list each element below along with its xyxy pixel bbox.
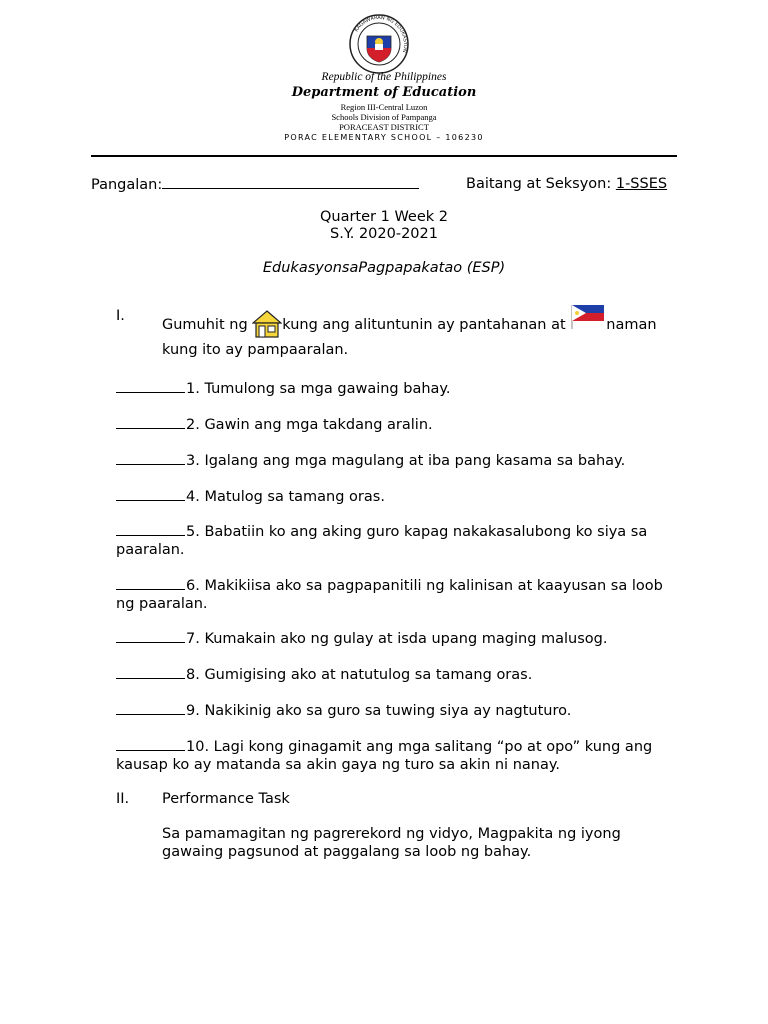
subject-title: EdukasyonsaPagpapakatao (ESP) — [262, 260, 506, 276]
grade-field — [466, 175, 667, 193]
item-text: 5. Babatiin ko ang aking guro kapag nakakasalubong ko siya sa paaralan. — [116, 524, 648, 558]
instruction-part-a: Gumuhit ng — [162, 317, 248, 333]
grade-value: 1-SSES — [615, 176, 668, 192]
list-item — [116, 664, 676, 684]
grade-label: Baitang at Seksyon: — [466, 176, 616, 192]
section-2-title: Performance Task — [162, 791, 290, 807]
section-1-numeral: I. — [116, 308, 125, 324]
instruction-part-b: kung ang alituntunin ay pantahanan at — [282, 317, 566, 333]
name-label: Pangalan: — [91, 177, 163, 193]
seal-text-ring — [349, 14, 409, 74]
item-text: 4. Matulog sa tamang oras. — [186, 489, 385, 505]
answer-blank[interactable] — [116, 736, 185, 751]
answer-blank[interactable] — [116, 486, 185, 501]
quarter-line: Quarter 1 Week 2 — [319, 209, 449, 225]
item-text: 2. Gawin ang mga takdang aralin. — [186, 417, 433, 433]
answer-blank[interactable] — [116, 450, 185, 465]
list-item — [116, 575, 676, 613]
item-text: 3. Igalang ang mga magulang at iba pang kasama sa bahay. — [186, 453, 626, 469]
list-item — [116, 378, 676, 398]
republic-line: Republic of the Philippines — [321, 71, 447, 83]
school-year-line: S.Y. 2020-2021 — [330, 226, 438, 242]
answer-blank[interactable] — [116, 628, 185, 643]
division-line: Schools Division of Pampanga — [331, 112, 437, 122]
item-text: 9. Nakikinig ako sa guro sa tuwing siya ay nagtuturo. — [186, 703, 572, 719]
deped-seal — [349, 14, 409, 74]
item-text: 10. Lagi kong ginagamit ang mga salitang “po at opo” kung ang kausap ko ay matanda sa akin gaya ng turo sa akin ni nanay. — [116, 739, 653, 773]
list-item — [116, 700, 676, 720]
answer-blank[interactable] — [116, 414, 185, 429]
svg-text:KAGAWARAN NG EDUKASYON: KAGAWARAN NG EDUKASYON — [353, 14, 409, 54]
answer-blank[interactable] — [116, 664, 185, 679]
department-title: Department of Education — [291, 85, 477, 100]
answer-blank[interactable] — [116, 700, 185, 715]
header-divider — [91, 155, 677, 157]
list-item — [116, 628, 676, 648]
item-text: 7. Kumakain ako ng gulay at isda upang maging malusog. — [186, 631, 608, 647]
instruction-part-d: kung ito ay pampaaralan. — [162, 342, 349, 358]
list-item — [116, 521, 676, 559]
item-text: 8. Gumigising ako at natutulog sa tamang oras. — [186, 667, 533, 683]
section-2-text: Sa pamamagitan ng pagrerekord ng vidyo, Magpakita ng iyong gawaing pagsunod at paggalang sa loob ng bahay. — [162, 826, 621, 860]
list-item — [116, 486, 676, 506]
list-item — [116, 450, 676, 470]
item-text: 6. Makikiisa ako sa pagpapanitili ng kalinisan at kaayusan sa loob ng paaralan. — [116, 578, 663, 612]
region-line: Region III-Central Luzon — [340, 102, 428, 112]
list-item — [116, 736, 676, 774]
district-line: PORACEAST DISTRICT — [339, 122, 429, 132]
item-text: 1. Tumulong sa mga gawaing bahay. — [186, 381, 451, 397]
name-blank[interactable] — [162, 175, 419, 189]
school-line: PORAC ELEMENTARY SCHOOL – 106230 — [284, 133, 484, 142]
answer-blank[interactable] — [116, 378, 185, 393]
list-item — [116, 414, 676, 434]
instruction-part-c: naman — [606, 317, 657, 333]
answer-blank[interactable] — [116, 521, 185, 536]
section-1-instruction — [162, 307, 692, 359]
house-icon — [252, 309, 282, 339]
philippine-flag-icon — [570, 301, 606, 329]
section-2-numeral: II. — [116, 791, 130, 807]
answer-blank[interactable] — [116, 575, 185, 590]
name-field — [91, 175, 419, 194]
